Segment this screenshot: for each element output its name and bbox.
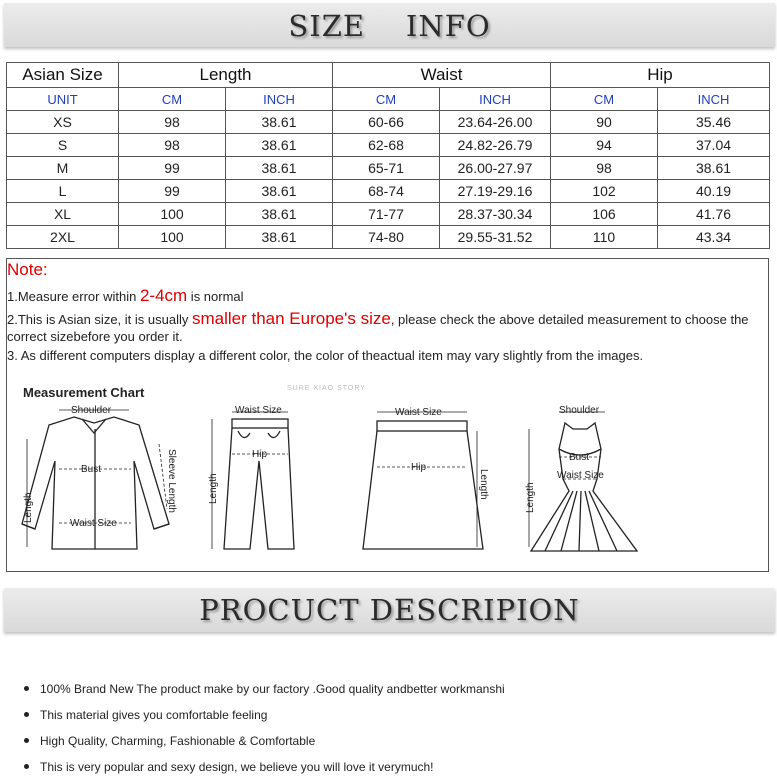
size-info-banner <box>4 3 775 47</box>
table-cell: 27.19-29.16 <box>440 180 551 203</box>
measurement-chart-title: Measurement Chart <box>23 385 145 400</box>
list-item <box>22 758 762 784</box>
table-cell: 28.37-30.34 <box>440 203 551 226</box>
table-cell: 98 <box>119 111 226 134</box>
product-description-banner <box>4 588 775 632</box>
table-cell: 26.00-27.97 <box>440 157 551 180</box>
bullet-icon <box>24 738 29 743</box>
pants-drawing <box>202 399 302 559</box>
table-cell: 38.61 <box>226 111 333 134</box>
table-cell: 62-68 <box>333 134 440 157</box>
description-text: This material gives you comfortable feeling <box>40 708 268 722</box>
unit-cell: CM <box>551 88 658 111</box>
table-cell: 38.61 <box>226 180 333 203</box>
notes-panel <box>6 258 769 572</box>
table-cell: M <box>7 157 119 180</box>
list-item <box>22 732 762 758</box>
pants-diagram <box>202 399 302 563</box>
list-item <box>22 706 762 732</box>
table-cell: L <box>7 180 119 203</box>
bullet-icon <box>24 686 29 691</box>
size-table-unit-row <box>7 88 770 111</box>
note-text: 1.Measure error within <box>7 289 140 304</box>
header-length: Length <box>119 63 333 88</box>
shirt-diagram <box>19 399 179 563</box>
table-cell: 29.55-31.52 <box>440 226 551 249</box>
note-asian-size <box>7 310 762 345</box>
table-cell: 99 <box>119 157 226 180</box>
unit-cell: CM <box>119 88 226 111</box>
shirt-drawing <box>19 399 179 559</box>
table-cell: 100 <box>119 203 226 226</box>
shirt-waist-label: Waist Size <box>70 518 117 529</box>
description-text: This is very popular and sexy design, we believe you will love it verymuch! <box>40 760 434 774</box>
bullet-icon <box>24 764 29 769</box>
dress-shoulder-label: Shoulder <box>559 405 600 416</box>
table-cell: 74-80 <box>333 226 440 249</box>
table-cell: XS <box>7 111 119 134</box>
table-row <box>7 111 770 134</box>
note-text: , please check the above detailed measurement to choose the correct sizebefore you order it. <box>7 312 749 344</box>
note-highlight: 2-4cm <box>139 286 188 305</box>
table-row <box>7 180 770 203</box>
note-text: is normal <box>187 289 244 304</box>
description-text: High Quality, Charming, Fashionable & Comfortable <box>40 734 316 748</box>
table-cell: 40.19 <box>658 180 770 203</box>
list-item <box>22 680 762 706</box>
note-title: Note: <box>7 260 48 279</box>
shirt-sleeve-label: Sleeve Length <box>166 449 177 513</box>
table-cell: 41.76 <box>658 203 770 226</box>
table-cell: 110 <box>551 226 658 249</box>
bullet-icon <box>24 712 29 717</box>
table-cell: 38.61 <box>226 203 333 226</box>
note-color-variance: 3. As different computers display a different color, the color of theactual item may vary slightly from the images. <box>7 348 644 363</box>
table-cell: 38.61 <box>226 157 333 180</box>
header-waist: Waist <box>333 63 551 88</box>
table-cell: 68-74 <box>333 180 440 203</box>
table-cell: 23.64-26.00 <box>440 111 551 134</box>
description-text: 100% Brand New The product make by our factory .Good quality andbetter workmanshi <box>40 682 505 696</box>
table-cell: 106 <box>551 203 658 226</box>
skirt-hip-label: Hip <box>411 462 427 473</box>
table-cell: 35.46 <box>658 111 770 134</box>
table-cell: 98 <box>551 157 658 180</box>
table-cell: S <box>7 134 119 157</box>
description-list <box>22 680 762 784</box>
watermark: SURE XIAO STORY <box>287 385 366 392</box>
unit-cell: UNIT <box>7 88 119 111</box>
table-cell: 60-66 <box>333 111 440 134</box>
header-hip: Hip <box>551 63 770 88</box>
table-cell: 102 <box>551 180 658 203</box>
product-description-title: PROCUCT DESCRIPION <box>199 593 580 627</box>
skirt-length-label: Length <box>478 469 489 500</box>
table-row <box>7 157 770 180</box>
size-table <box>6 62 770 249</box>
skirt-waist-label: Waist Size <box>395 407 442 418</box>
table-cell: 98 <box>119 134 226 157</box>
skirt-drawing <box>359 399 489 559</box>
note-measure-error <box>7 287 747 305</box>
table-cell: 24.82-26.79 <box>440 134 551 157</box>
table-cell: 99 <box>119 180 226 203</box>
size-info-title: SIZE INFO <box>288 9 491 43</box>
unit-cell: INCH <box>226 88 333 111</box>
pants-hip-label: Hip <box>252 449 268 460</box>
table-cell: 100 <box>119 226 226 249</box>
table-cell: 37.04 <box>658 134 770 157</box>
size-table-header-row <box>7 63 770 88</box>
pants-length-label: Length <box>208 473 219 504</box>
unit-cell: INCH <box>440 88 551 111</box>
table-cell: 2XL <box>7 226 119 249</box>
shirt-bust-label: Bust <box>81 464 102 475</box>
dress-waist-label: Waist Size <box>557 470 604 481</box>
shirt-length-label: Length <box>23 492 34 523</box>
table-cell: 94 <box>551 134 658 157</box>
unit-cell: INCH <box>658 88 770 111</box>
table-row <box>7 226 770 249</box>
table-cell: 65-71 <box>333 157 440 180</box>
dress-length-label: Length <box>525 482 536 513</box>
pants-waist-label: Waist Size <box>235 405 282 416</box>
header-asian-size: Asian Size <box>7 63 119 88</box>
table-cell: 43.34 <box>658 226 770 249</box>
unit-cell: CM <box>333 88 440 111</box>
note-highlight: smaller than Europe's size <box>191 309 391 328</box>
note-text: 2.This is Asian size, it is usually <box>7 312 192 327</box>
table-cell: 90 <box>551 111 658 134</box>
table-row <box>7 203 770 226</box>
dress-drawing <box>515 399 645 559</box>
shirt-shoulder-label: Shoulder <box>71 405 112 416</box>
dress-bust-label: Bust <box>569 452 590 463</box>
table-cell: XL <box>7 203 119 226</box>
table-row <box>7 134 770 157</box>
table-cell: 71-77 <box>333 203 440 226</box>
skirt-diagram <box>359 399 489 563</box>
table-cell: 38.61 <box>226 226 333 249</box>
dress-diagram <box>515 399 645 563</box>
table-cell: 38.61 <box>226 134 333 157</box>
table-cell: 38.61 <box>658 157 770 180</box>
